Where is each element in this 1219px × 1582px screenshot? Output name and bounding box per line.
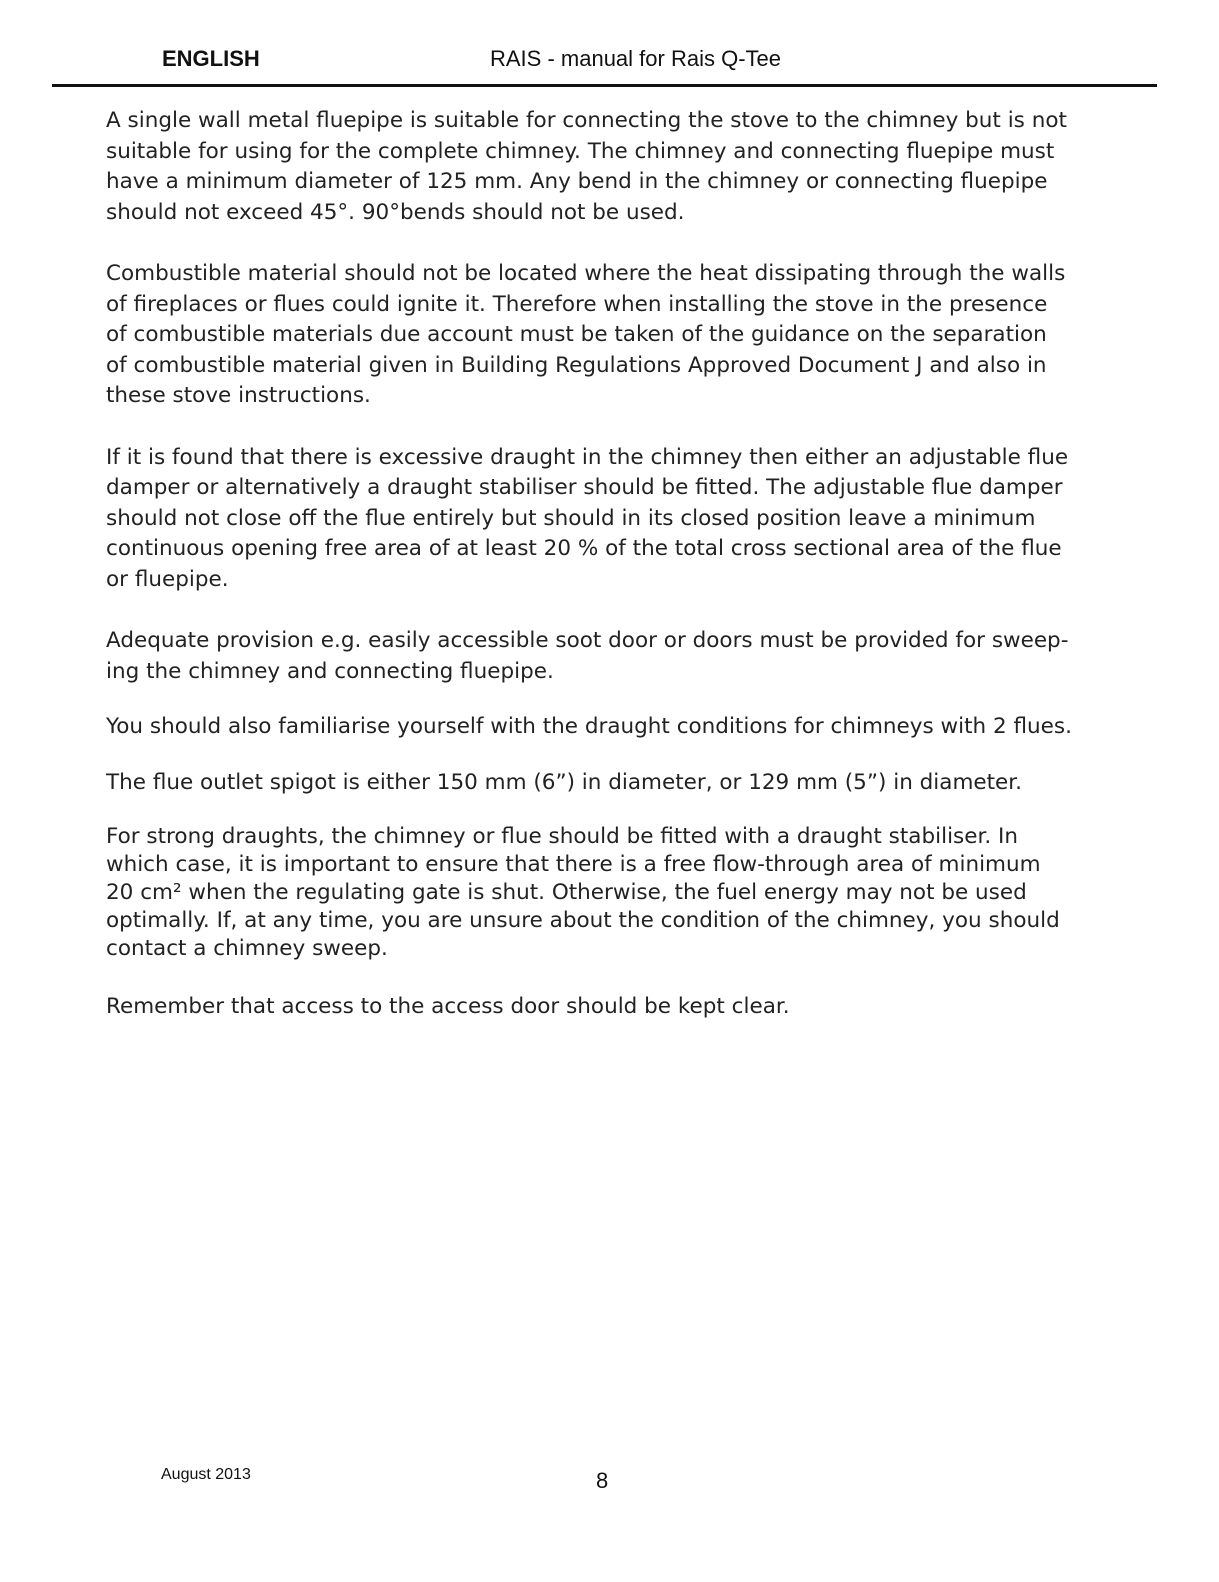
paragraph-combustible-material	[106, 259, 1081, 412]
text-line: suitable for using for the complete chimney. The chimney and connecting fluepipe must	[106, 138, 1055, 164]
header-divider	[52, 84, 1157, 87]
text-line: damper or alternatively a draught stabiliser should be fitted. The adjustable flue damper	[106, 475, 1063, 501]
text-line: which case, it is important to ensure that there is a free flow-through area of minimum	[106, 852, 1041, 878]
paragraph-excessive-draught	[106, 443, 1081, 596]
page-number: 8	[596, 1468, 609, 1493]
text-line: of combustible material given in Building Regulations Approved Document J and also in	[106, 352, 1047, 378]
footer-date: August 2013	[161, 1466, 251, 1483]
text-line: A single wall metal fluepipe is suitable for connecting the stove to the chimney but is not	[106, 108, 1067, 133]
text-line: If it is found that there is excessive draught in the chimney then either an adjustable flue	[106, 444, 1069, 470]
text-line: ing the chimney and connecting fluepipe.	[106, 658, 554, 684]
text-line: Remember that access to the access door should be kept clear.	[106, 994, 790, 1020]
text-line: For strong draughts, the chimney or flue should be fitted with a draught stabiliser. In	[106, 824, 1018, 850]
text-line: or fluepipe.	[106, 566, 229, 592]
text-line: should not exceed 45°. 90°bends should not be used.	[106, 199, 685, 225]
paragraph-strong-draughts	[106, 823, 1081, 963]
text-line: continuous opening free area of at least 20 % of the total cross sectional area of the flue	[106, 536, 1062, 562]
paragraph-fluepipe-requirements	[106, 106, 1081, 228]
text-line: these stove instructions.	[106, 383, 371, 409]
text-line: 20 cm² when the regulating gate is shut. Otherwise, the fuel energy may not be used	[106, 880, 1027, 906]
text-line: have a minimum diameter of 125 mm. Any bend in the chimney or connecting fluepipe	[106, 169, 1048, 195]
text-line: Adequate provision e.g. easily accessible soot door or doors must be provided for sweep-	[106, 628, 1069, 654]
paragraph-access-door	[106, 992, 1081, 1023]
paragraph-two-flues	[106, 712, 1081, 743]
text-line: You should also familiarise yourself with the draught conditions for chimneys with 2 flues.	[106, 714, 1072, 740]
text-line: contact a chimney sweep.	[106, 936, 388, 962]
text-line: of combustible materials due account must be taken of the guidance on the separation	[106, 322, 1047, 348]
text-line: should not close off the flue entirely but should in its closed position leave a minimum	[106, 505, 1036, 531]
header-document-title: RAIS - manual for Rais Q-Tee	[490, 46, 781, 71]
paragraph-sweeping-provision	[106, 626, 1081, 687]
text-line: The flue outlet spigot is either 150 mm (6”) in diameter, or 129 mm (5”) in diameter.	[106, 769, 1022, 795]
text-line: Combustible material should not be located where the heat dissipating through the walls	[106, 260, 1066, 286]
header-language-label: ENGLISH	[162, 46, 260, 71]
text-line: of fireplaces or flues could ignite it. Therefore when installing the stove in the presence	[106, 291, 1048, 317]
paragraph-flue-outlet-spigot	[106, 768, 1081, 799]
body-text	[106, 106, 1081, 1023]
text-line: optimally. If, at any time, you are unsure about the condition of the chimney, you should	[106, 908, 1060, 934]
